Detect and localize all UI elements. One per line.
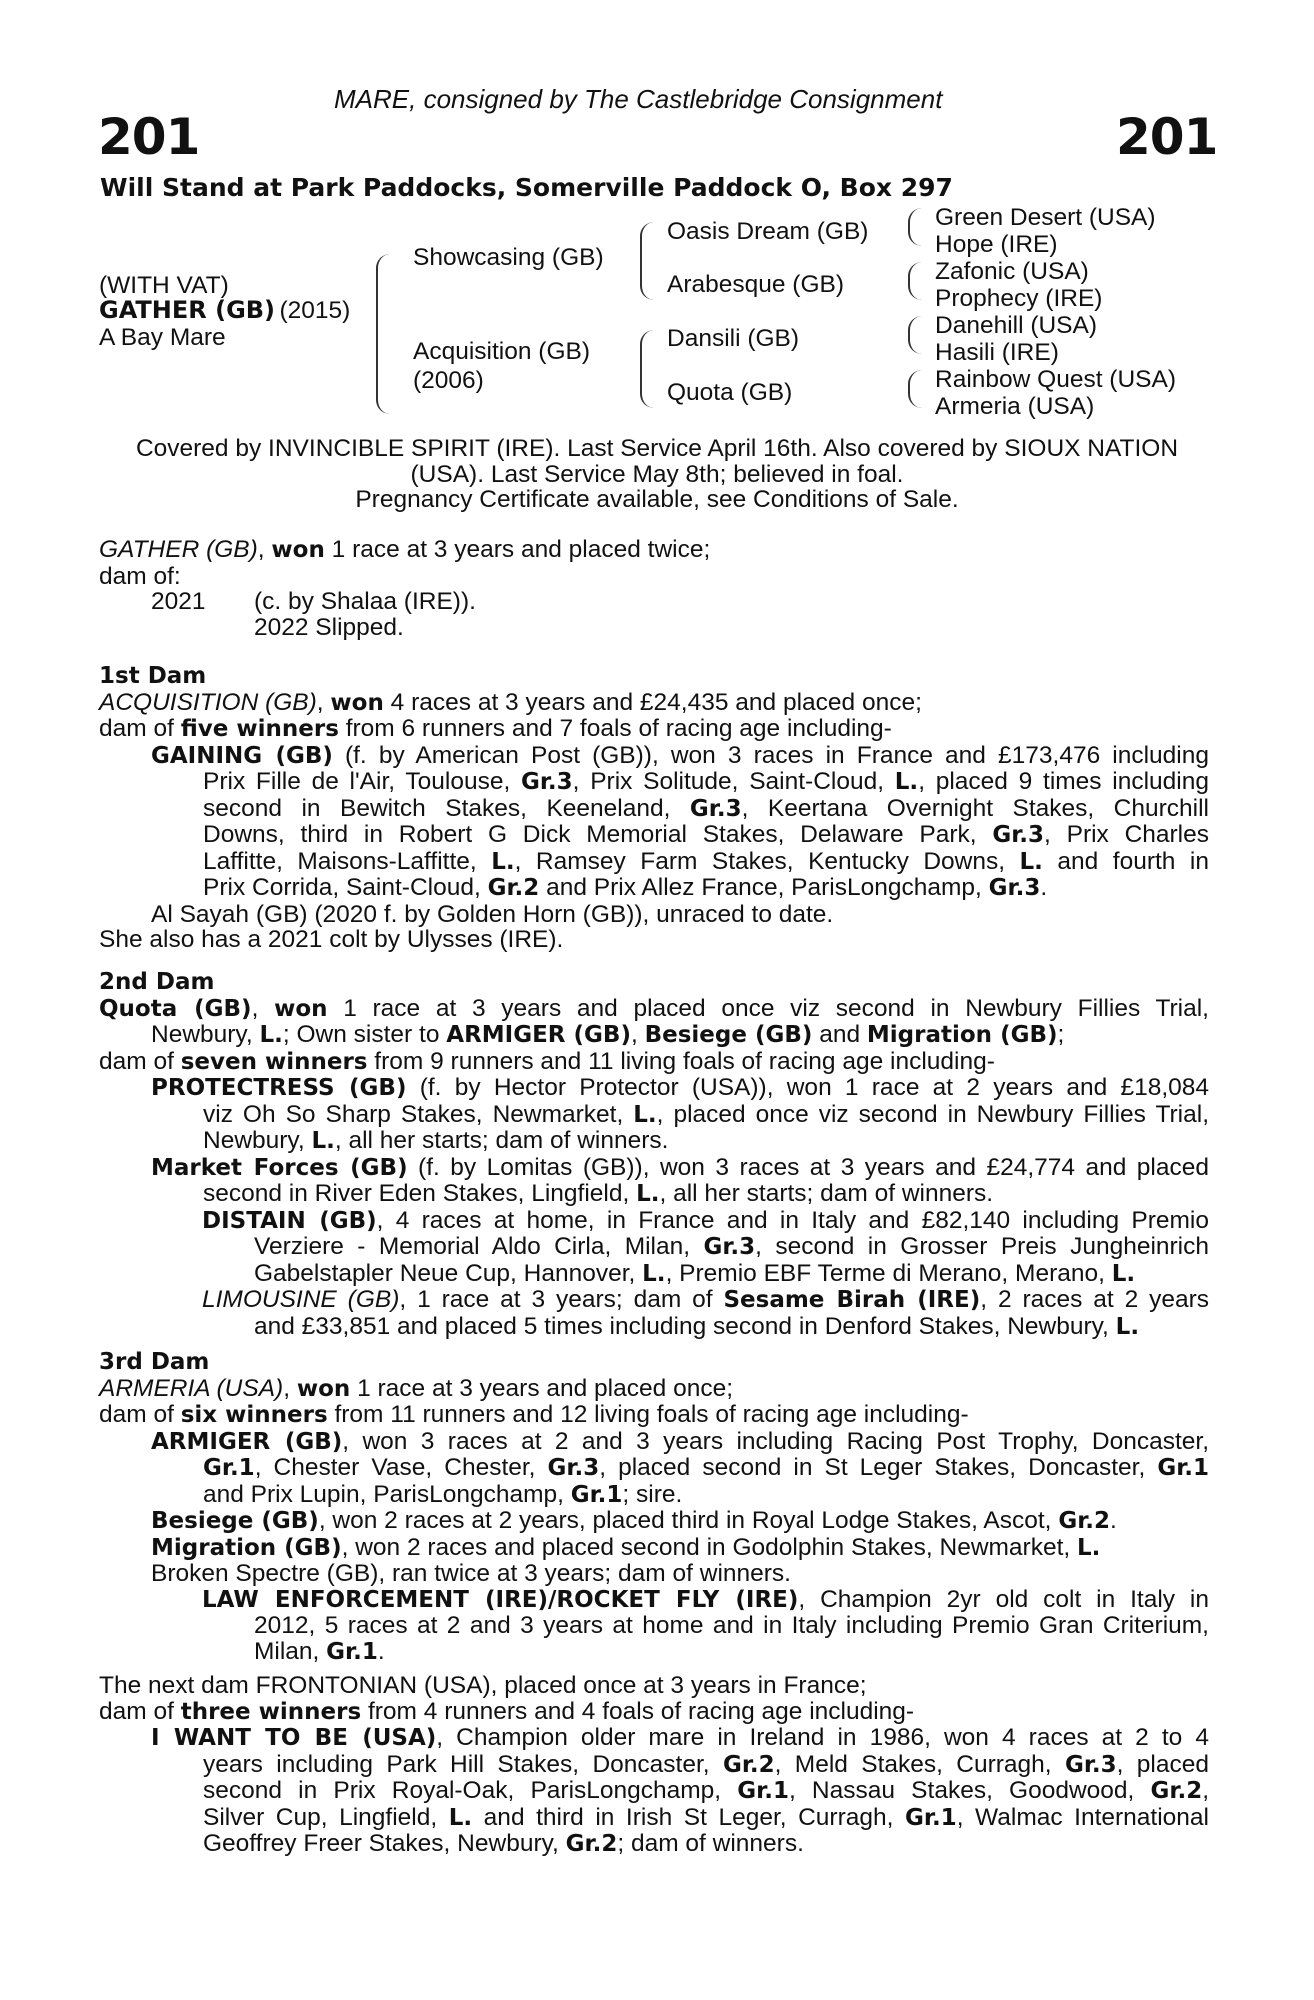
text-fragment: and bbox=[812, 1021, 867, 1048]
text-line bbox=[203, 1102, 1209, 1129]
text-fragment: Newbury, bbox=[203, 1127, 312, 1154]
lot-number-right: 201 bbox=[1116, 108, 1218, 166]
dds: Rainbow Quest (USA) bbox=[935, 366, 1177, 393]
text-line bbox=[254, 1234, 1209, 1261]
won-label: won bbox=[330, 689, 384, 716]
runners-count: from 11 runners and 12 living foals of racing age including- bbox=[327, 1401, 969, 1428]
runners-count: from 9 runners and 11 living foals of racing age including- bbox=[367, 1047, 995, 1075]
next-dam-section bbox=[99, 1673, 1209, 1858]
text-line bbox=[203, 796, 1209, 823]
produce-detail: (c. by Shalaa (IRE)). bbox=[254, 588, 476, 615]
text-fragment: , 2 races at 2 years bbox=[980, 1286, 1210, 1313]
text-fragment: ; bbox=[1057, 1021, 1065, 1048]
text-line bbox=[99, 1049, 1209, 1076]
text-fragment: , Prix Charles bbox=[1044, 821, 1209, 848]
produce-2021-colt: She also has a 2021 colt by Ulysses (IRE). bbox=[99, 926, 564, 953]
produce-migration bbox=[99, 1535, 1209, 1562]
dam-of-label: dam of bbox=[99, 1401, 181, 1428]
text-fragment: Gr.3 bbox=[703, 1234, 756, 1260]
covering-line-3: Pregnancy Certificate available, see Conditions of Sale. bbox=[355, 486, 959, 513]
text-fragment: PROTECTRESS (GB) bbox=[151, 1075, 407, 1101]
won-label: won bbox=[271, 537, 325, 563]
text-fragment: L. bbox=[1115, 1313, 1140, 1340]
covering-line-2: (USA). Last Service May 8th; believed in foal. bbox=[410, 460, 904, 488]
first-dam-name: ACQUISITION (GB) bbox=[99, 688, 317, 716]
lot-number-left: 201 bbox=[98, 108, 200, 166]
text-fragment: Downs, third in Robert G Dick Memorial Stakes, Delaware Park, bbox=[203, 821, 993, 848]
text-line: ACQUISITION (GB), won 4 races at 3 years and £24,435 and placed once; bbox=[99, 688, 922, 716]
text-line bbox=[151, 1429, 1209, 1456]
text-fragment: Gr.3 bbox=[1064, 1751, 1117, 1778]
horse-description: A Bay Mare bbox=[99, 324, 226, 351]
text-fragment: L. bbox=[448, 1804, 473, 1831]
text-fragment: Prix Corrida, Saint-Cloud, bbox=[203, 874, 488, 901]
text-fragment: and fourth in bbox=[1042, 847, 1209, 875]
text-fragment: Besiege (GB) bbox=[151, 1508, 319, 1534]
text-line bbox=[202, 1587, 1209, 1614]
produce-armiger bbox=[99, 1429, 1209, 1509]
indent-block bbox=[151, 1102, 1209, 1155]
brace-ds bbox=[908, 316, 924, 354]
second-dam-heading: 2nd Dam bbox=[99, 969, 215, 995]
text-line: ARMERIA (USA), won 1 race at 3 years and placed once; bbox=[99, 1374, 733, 1402]
text-fragment: , Premio EBF Terme di Merano, Merano, bbox=[665, 1259, 1112, 1287]
text-fragment: Gr.2 bbox=[1058, 1508, 1110, 1534]
text-fragment: L. bbox=[1019, 848, 1043, 875]
text-fragment: Gr.3 bbox=[520, 769, 573, 795]
stand-location: Will Stand at Park Paddocks, Somerville Paddock O, Box 297 bbox=[100, 173, 953, 202]
text-fragment: L. bbox=[311, 1128, 335, 1154]
text-line bbox=[151, 1155, 1209, 1182]
indent-block bbox=[151, 1752, 1209, 1858]
next-dam-line: The next dam FRONTONIAN (USA), placed once at 3 years in France; bbox=[99, 1672, 867, 1699]
covering-note bbox=[90, 436, 1224, 513]
brace-sd bbox=[908, 262, 924, 300]
text-fragment: (f. by Lomitas (GB)), won 3 races at 3 years and £24,774 and placed bbox=[407, 1153, 1209, 1181]
text-fragment: , Keertana Overnight Stakes, Churchill bbox=[741, 794, 1209, 822]
text-fragment: viz Oh So Sharp Stakes, Newmarket, bbox=[203, 1100, 634, 1128]
text-fragment: Gr.3 bbox=[992, 822, 1045, 848]
text-fragment: L. bbox=[642, 1260, 666, 1287]
winners-count: five winners bbox=[180, 716, 339, 742]
produce-broken-spectre: Broken Spectre (GB), ran twice at 3 years; dam of winners. bbox=[151, 1560, 791, 1587]
dam-sire: Dansili (GB) bbox=[667, 325, 800, 352]
brace-sire bbox=[640, 222, 656, 300]
dam-of-label: dam of bbox=[99, 715, 181, 742]
text-line bbox=[203, 849, 1209, 876]
first-dam-record: 4 races at 3 years and £24,435 and placed once; bbox=[383, 688, 922, 716]
text-line bbox=[203, 1831, 1209, 1858]
text-line bbox=[254, 1639, 1209, 1666]
text-fragment: second in Bewitch Stakes, Keeneland, bbox=[203, 794, 690, 822]
text-line bbox=[203, 1455, 1209, 1482]
brace-main bbox=[376, 254, 392, 414]
text-fragment: second in River Eden Stakes, Lingfield, bbox=[203, 1180, 637, 1207]
brace-dd bbox=[908, 370, 924, 408]
text-line bbox=[203, 1752, 1209, 1779]
text-fragment: I WANT TO BE (USA) bbox=[151, 1725, 437, 1751]
text-fragment: ; Own sister to bbox=[282, 1021, 447, 1048]
third-dam-heading: 3rd Dam bbox=[99, 1349, 210, 1375]
text-line bbox=[99, 1699, 1209, 1726]
text-fragment: , bbox=[1202, 1777, 1210, 1804]
dam-of-label: dam of bbox=[99, 1697, 181, 1725]
text-line bbox=[151, 1181, 1209, 1208]
sds: Zafonic (USA) bbox=[935, 258, 1089, 285]
text-fragment: Gr.1 bbox=[905, 1804, 957, 1831]
produce-2022: 2022 Slipped. bbox=[254, 613, 404, 641]
text-fragment: Gr.2 bbox=[487, 875, 540, 901]
text-fragment: , Chester Vase, Chester, bbox=[254, 1454, 548, 1481]
brace-ss bbox=[908, 208, 924, 246]
text-fragment: Sesame Birah (IRE) bbox=[723, 1287, 981, 1313]
dsd: Hasili (IRE) bbox=[935, 339, 1059, 366]
mare-name: GATHER (GB) bbox=[99, 536, 258, 563]
second-dam-section bbox=[99, 970, 1209, 1340]
text-fragment: L. bbox=[633, 1101, 657, 1128]
text-fragment: . bbox=[1040, 874, 1048, 901]
text-fragment: ; sire. bbox=[622, 1480, 683, 1508]
mare-race-record: 1 race at 3 years and placed twice; bbox=[324, 536, 711, 563]
text-line bbox=[202, 1287, 1209, 1314]
text-fragment: (f. by Hector Protector (USA)), won 1 race at 2 years and £18,084 bbox=[406, 1074, 1210, 1101]
third-dam-record: 1 race at 3 years and placed once; bbox=[350, 1374, 733, 1402]
text-line bbox=[151, 1725, 1209, 1752]
sire-sire: Oasis Dream (GB) bbox=[667, 218, 869, 245]
text-fragment: . bbox=[1110, 1507, 1117, 1534]
text-line bbox=[99, 1402, 1209, 1429]
text-fragment: LAW ENFORCEMENT (IRE)/ROCKET FLY (IRE) bbox=[202, 1586, 799, 1613]
text-fragment: Gr.2 bbox=[1150, 1778, 1203, 1804]
text-fragment: second in Prix Royal-Oak, ParisLongchamp, bbox=[203, 1777, 738, 1804]
text-fragment: ARMIGER (GB) bbox=[151, 1428, 343, 1455]
text-fragment: , placed second in St Leger Stakes, Doncaster, bbox=[599, 1454, 1158, 1481]
text-line: Quota (GB), won 1 race at 3 years and placed once viz second in Newbury Fillies Trial, bbox=[99, 994, 1209, 1022]
text-line bbox=[99, 716, 1209, 743]
text-fragment: Gr.1 bbox=[203, 1455, 255, 1481]
text-fragment: Besiege (GB) bbox=[644, 1022, 813, 1048]
indent-block bbox=[151, 769, 1209, 902]
text-fragment: , second in Grosser Preis Jungheinrich bbox=[755, 1233, 1209, 1260]
text-fragment: Gr.1 bbox=[1157, 1455, 1209, 1481]
won-label: won bbox=[296, 1375, 351, 1402]
mare-record bbox=[99, 537, 1209, 640]
text-fragment: , all her starts; dam of winners. bbox=[659, 1180, 994, 1207]
winners-count: six winners bbox=[180, 1402, 328, 1428]
produce-i-want-to-be bbox=[99, 1725, 1209, 1858]
text-fragment: , Meld Stakes, Curragh, bbox=[774, 1750, 1065, 1778]
second-dam-record: 1 race at 3 years and placed once viz second in Newbury Fillies Trial, bbox=[327, 994, 1209, 1022]
dam: Acquisition (GB) bbox=[413, 338, 591, 365]
text-fragment: and Prix Allez France, ParisLongchamp, bbox=[539, 874, 989, 901]
text-fragment: Newbury, bbox=[151, 1021, 260, 1048]
produce-al-sayah: Al Sayah (GB) (2020 f. by Golden Horn (GB)), unraced to date. bbox=[151, 900, 834, 928]
text-line bbox=[203, 1128, 1209, 1155]
produce-market-forces bbox=[99, 1155, 1209, 1208]
text-fragment: , Prix Solitude, Saint-Cloud, bbox=[572, 768, 895, 795]
dss: Danehill (USA) bbox=[935, 312, 1098, 339]
text-fragment: Market Forces (GB) bbox=[151, 1154, 408, 1181]
brace-dam bbox=[640, 330, 656, 408]
text-fragment: , Ramsey Farm Stakes, Kentucky Downs, bbox=[514, 847, 1020, 875]
text-fragment: , placed once viz second in Newbury Fillies Trial, bbox=[656, 1100, 1209, 1128]
text-fragment: , won 2 races at 2 years, placed third in Royal Lodge Stakes, Ascot, bbox=[318, 1507, 1059, 1534]
sire-dam: Arabesque (GB) bbox=[667, 271, 845, 298]
text-fragment: years including Park Hill Stakes, Doncaster, bbox=[203, 1750, 723, 1778]
consignment-line: MARE, consigned by The Castlebridge Consignment bbox=[334, 84, 943, 114]
sss: Green Desert (USA) bbox=[935, 204, 1156, 231]
text-fragment: , 4 races at home, in France and in Italy and £82,140 including Premio bbox=[376, 1206, 1209, 1234]
text-fragment: ARMIGER (GB) bbox=[446, 1022, 631, 1048]
text-fragment: Gr.3 bbox=[988, 875, 1041, 901]
sire: Showcasing (GB) bbox=[413, 244, 604, 271]
text-line bbox=[203, 822, 1209, 849]
text-fragment: and third in Irish St Leger, Curragh, bbox=[472, 1803, 905, 1831]
text-fragment: Gr.3 bbox=[547, 1455, 600, 1481]
ddd: Armeria (USA) bbox=[935, 393, 1095, 420]
indent-block bbox=[151, 1455, 1209, 1508]
text-fragment: Gr.2 bbox=[565, 1831, 618, 1857]
runners-count: from 6 runners and 7 foals of racing age including- bbox=[338, 715, 892, 742]
text-fragment: Verziere - Memorial Aldo Cirla, Milan, bbox=[254, 1233, 704, 1260]
text-fragment: and £33,851 and placed 5 times including second in Denford Stakes, Newbury, bbox=[254, 1312, 1116, 1340]
horse-name: GATHER (GB) bbox=[99, 296, 276, 324]
text-fragment: Gr.1 bbox=[326, 1638, 378, 1665]
produce-gaining bbox=[99, 743, 1209, 902]
text-fragment: Silver Cup, Lingfield, bbox=[203, 1803, 449, 1831]
produce-limousine bbox=[99, 1287, 1209, 1340]
text-fragment: , bbox=[630, 1021, 645, 1048]
text-fragment: Prix Fille de l'Air, Toulouse, bbox=[203, 768, 521, 795]
text-fragment: , Champion older mare in Ireland in 1986, won 4 races at 2 to 4 bbox=[436, 1724, 1209, 1751]
text-fragment: , won 2 races and placed second in Godolphin Stakes, Newmarket, bbox=[341, 1533, 1078, 1561]
text-fragment: , won 3 races at 2 and 3 years including Racing Post Trophy, Doncaster, bbox=[342, 1427, 1210, 1455]
text-fragment: Gr.1 bbox=[570, 1481, 623, 1508]
ssd: Hope (IRE) bbox=[935, 231, 1058, 258]
produce-law-enforcement bbox=[99, 1587, 1209, 1666]
produce-distain bbox=[99, 1208, 1209, 1288]
text-fragment: ; dam of winners. bbox=[617, 1830, 804, 1857]
indent-block bbox=[202, 1234, 1209, 1287]
text-fragment: . bbox=[377, 1637, 385, 1665]
text-fragment: LIMOUSINE (GB) bbox=[202, 1286, 400, 1313]
text-fragment: L. bbox=[894, 769, 919, 795]
text-fragment: , placed bbox=[1116, 1750, 1210, 1778]
indent-block bbox=[202, 1613, 1209, 1665]
horse-name-line bbox=[99, 296, 350, 325]
produce-2021 bbox=[99, 589, 1209, 615]
first-dam-heading: 1st Dam bbox=[99, 663, 207, 689]
text-line: 2012, 5 races at 2 and 3 years at home and in Italy including Premio Gran Criterium, bbox=[254, 1612, 1209, 1639]
text-line bbox=[203, 875, 1209, 902]
text-fragment: Gabelstapler Neue Cup, Hannover, bbox=[254, 1259, 643, 1287]
text-fragment: , all her starts; dam of winners. bbox=[334, 1127, 669, 1154]
text-fragment: , Walmac International bbox=[956, 1803, 1210, 1831]
first-dam-section bbox=[99, 664, 1209, 953]
horse-year: (2015) bbox=[279, 297, 351, 324]
text-fragment: Laffitte, Maisons-Laffitte, bbox=[203, 847, 492, 875]
won-label: won bbox=[274, 995, 328, 1022]
text-fragment: L. bbox=[1111, 1260, 1136, 1287]
text-fragment: , 1 race at 3 years; dam of bbox=[399, 1286, 724, 1313]
winners-count: seven winners bbox=[180, 1048, 368, 1075]
text-line bbox=[202, 1208, 1209, 1235]
text-fragment: L. bbox=[1077, 1534, 1101, 1561]
text-fragment: Gr.2 bbox=[722, 1751, 775, 1778]
text-line bbox=[151, 743, 1209, 770]
produce-protectress bbox=[99, 1075, 1209, 1155]
text-line bbox=[151, 1075, 1209, 1102]
text-line bbox=[203, 1482, 1209, 1509]
text-fragment: Migration (GB) bbox=[866, 1022, 1058, 1048]
second-dam-name: Quota (GB) bbox=[99, 995, 252, 1022]
produce-text: (f. by American Post (GB)), won 3 races in France and £173,476 including bbox=[332, 741, 1209, 769]
text-line bbox=[254, 1261, 1209, 1288]
third-dam-name: ARMERIA (USA) bbox=[99, 1374, 284, 1402]
text-fragment: Geoffrey Freer Stakes, Newbury, bbox=[203, 1830, 566, 1857]
covering-line-1: Covered by INVINCIBLE SPIRIT (IRE). Last Service April 16th. Also covered by SIOUX NATION bbox=[135, 435, 1179, 462]
text-line bbox=[203, 769, 1209, 796]
winners-count: three winners bbox=[180, 1698, 362, 1725]
dam-of-label: dam of bbox=[99, 1047, 181, 1075]
third-dam-section bbox=[99, 1350, 1209, 1665]
sdd: Prophecy (IRE) bbox=[935, 285, 1103, 312]
text-line: GATHER (GB), won 1 race at 3 years and placed twice; bbox=[99, 536, 711, 563]
text-fragment: L. bbox=[636, 1181, 660, 1207]
runners-count: from 4 runners and 4 foals of racing age including- bbox=[361, 1697, 915, 1725]
vat-note: (WITH VAT) bbox=[99, 272, 229, 299]
text-fragment: , placed 9 times including bbox=[918, 768, 1209, 795]
dam-year: (2006) bbox=[413, 367, 484, 394]
text-fragment: and Prix Lupin, ParisLongchamp, bbox=[203, 1480, 571, 1508]
produce-name: GAINING (GB) bbox=[151, 742, 333, 769]
text-line bbox=[202, 1314, 1209, 1341]
text-fragment: Milan, bbox=[254, 1637, 327, 1665]
text-fragment: L. bbox=[259, 1022, 283, 1048]
text-fragment: Gr.3 bbox=[689, 795, 742, 822]
text-line bbox=[99, 1022, 1209, 1049]
text-fragment: , Nassau Stakes, Goodwood, bbox=[788, 1777, 1151, 1804]
text-fragment: L. bbox=[491, 848, 515, 875]
text-fragment: , Champion 2yr old colt in Italy in bbox=[798, 1585, 1209, 1613]
text-fragment: Gr.1 bbox=[737, 1778, 789, 1804]
produce-besiege bbox=[99, 1508, 1209, 1535]
text-line bbox=[203, 1778, 1209, 1805]
text-fragment: Migration (GB) bbox=[151, 1534, 342, 1561]
text-line bbox=[203, 1805, 1209, 1832]
dam-dam: Quota (GB) bbox=[667, 379, 793, 406]
produce-year: 2021 bbox=[151, 588, 206, 615]
text-fragment: DISTAIN (GB) bbox=[202, 1207, 377, 1234]
dam-of-label: dam of: bbox=[99, 562, 181, 590]
